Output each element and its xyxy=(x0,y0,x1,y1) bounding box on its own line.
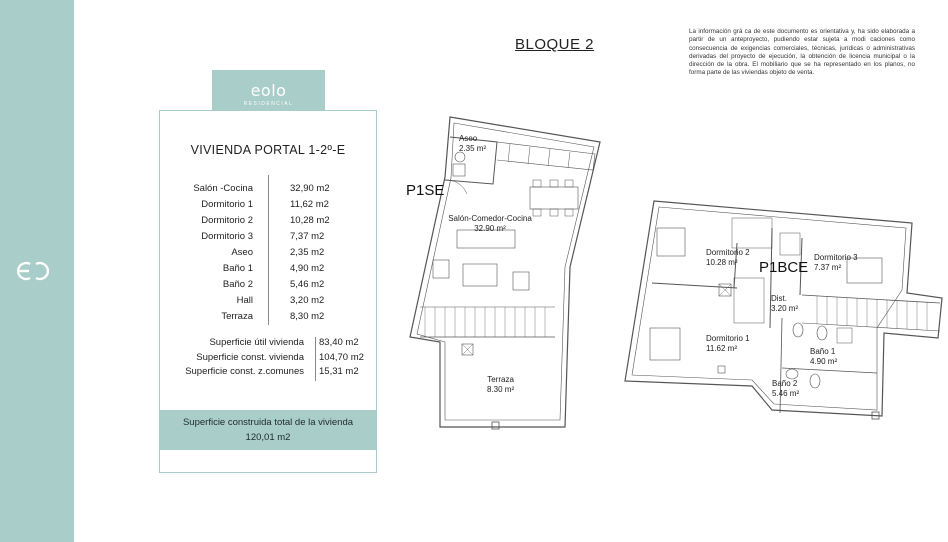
room-row xyxy=(160,277,376,293)
surface-label: Superficie const. vivienda xyxy=(196,351,304,363)
surface-label: Superficie const. z.comunes xyxy=(185,366,304,377)
plan2-room-label: Dormitorio 2 10.28 m² xyxy=(706,248,750,267)
room-row xyxy=(160,213,376,229)
room-value: 4,90 m2 xyxy=(290,263,325,274)
room-row xyxy=(160,261,376,277)
room-value: 2,35 m2 xyxy=(290,247,325,258)
room-value: 8,30 m2 xyxy=(290,311,325,322)
surface-label: Superficie útil vivienda xyxy=(209,337,304,348)
total-built-area xyxy=(160,410,376,450)
room-row xyxy=(160,245,376,261)
brand-name: eolo xyxy=(250,81,287,100)
room-value: 3,20 m2 xyxy=(290,295,325,306)
room-label: Dormitorio 1 xyxy=(201,199,253,210)
room-label: Hall xyxy=(236,295,253,306)
plan2-room-label: Dist. 3.20 m² xyxy=(771,294,799,313)
room-label: Terraza xyxy=(221,311,253,322)
plan1-room-label: Terraza 8.30 m² xyxy=(487,375,515,394)
surface-value: 83,40 m2 xyxy=(319,337,359,348)
room-value: 7,37 m2 xyxy=(290,231,325,242)
eo-monogram-icon xyxy=(14,258,54,284)
room-row xyxy=(160,293,376,309)
surface-value: 15,31 m2 xyxy=(319,366,359,377)
unit-title: VIVIENDA PORTAL 1-2º-E xyxy=(190,143,346,157)
total-label: Superficie construida total de la vivienda xyxy=(182,417,354,428)
room-label: Dormitorio 2 xyxy=(201,215,253,226)
room-value: 11,62 m2 xyxy=(290,199,329,210)
brand-tagline: RESIDENCIAL xyxy=(243,101,294,107)
room-label: Baño 1 xyxy=(222,263,253,274)
surfaces-table xyxy=(160,337,376,381)
room-label: Aseo xyxy=(231,247,253,258)
plan2-room-label: Baño 2 5.46 m² xyxy=(772,379,800,398)
room-value: 5,46 m2 xyxy=(290,279,325,290)
room-row xyxy=(160,181,376,197)
room-value: 10,28 m2 xyxy=(290,215,330,226)
plan1-room-label: Salón-Comedor-Cocina 32.90 m² xyxy=(448,214,532,233)
plan2-room-label: Dormitorio 3 7.37 m² xyxy=(814,253,858,272)
plan1-room-label: Aseo 2.35 m² xyxy=(459,134,487,153)
room-row xyxy=(160,197,376,213)
room-label: Salón -Cocina xyxy=(193,183,253,194)
unit-info-card xyxy=(159,110,377,473)
room-row xyxy=(160,309,376,325)
surface-row xyxy=(160,352,376,367)
plan2-code: P1BCE xyxy=(759,259,809,276)
disclaimer-text: La información grá ca de este documento es orientativa y, ha sido elaborada a partir de un anteproyecto, pudiendo estar sujeta a modi caciones como consecuencia de exigencias comerciales, técnicas, jurídicas o administrativas derivadas del proyecto de ejecución, la obtención de licencia municipal o la dirección de la obra. El mobiliario que se ha representado en los planos, no forma parte de las viviendas objeto de venta. xyxy=(689,28,915,77)
bloque-title: BLOQUE 2 xyxy=(515,36,595,53)
room-label: Dormitorio 3 xyxy=(201,231,253,242)
sidebar xyxy=(0,0,74,542)
rooms-table xyxy=(160,181,376,325)
plan2-room-label: Dormitorio 1 11.62 m² xyxy=(706,334,750,353)
room-value: 32,90 m2 xyxy=(290,183,330,194)
surface-value: 104,70 m2 xyxy=(319,351,364,363)
surface-row xyxy=(160,337,376,352)
room-label: Baño 2 xyxy=(222,279,253,290)
room-row xyxy=(160,229,376,245)
total-value: 120,01 m2 xyxy=(245,432,291,443)
plan2-room-label: Baño 1 4.90 m² xyxy=(810,347,838,366)
plan1-code: P1SE xyxy=(406,182,445,199)
surface-row xyxy=(160,366,376,381)
